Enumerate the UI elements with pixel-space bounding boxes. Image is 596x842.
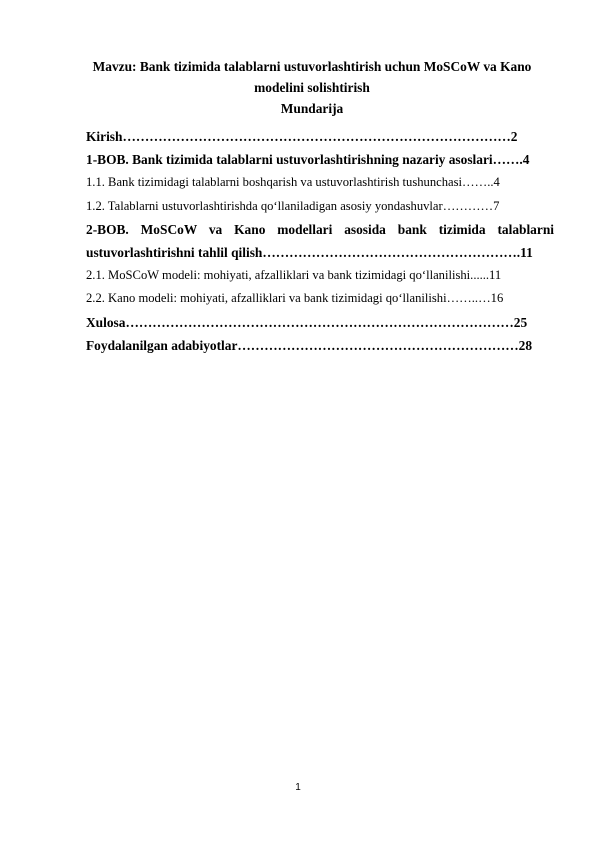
toc-entry-chapter-2-line-1: 2-BOB. MoSCoW va Kano modellari asosida bank tizimida talablarni — [86, 221, 554, 237]
table-of-contents — [86, 125, 554, 357]
toc-entry-section-2-1: 2.1. MoSCoW modeli: mohiyati, afzalliklari va bank tizimidagi qo‘llanilishi......11 — [86, 268, 502, 283]
page-number: 1 — [295, 782, 301, 793]
toc-entry-conclusion: Xulosa……………………………………………………………………………25 — [86, 314, 528, 330]
toc-entry-introduction: Kirish……………………………………………………………………………2 — [86, 129, 518, 144]
toc-entry-section-2-2: 2.2. Kano modeli: mohiyati, afzalliklari va bank tizimidagi qo‘llanilishi……..…16 — [86, 291, 504, 306]
toc-entry-references: Foydalanilgan adabiyotlar………………………………………………………28 — [86, 337, 533, 353]
toc-entry-chapter-1: 1-BOB. Bank tizimida talablarni ustuvorlashtirishning nazariy asoslari…….4 — [86, 152, 530, 168]
toc-entry-section-1-2: 1.2. Talablarni ustuvorlashtirishda qo‘llaniladigan asosiy yondashuvlar…………7 — [86, 198, 500, 213]
contents-heading: Mundarija — [280, 101, 344, 116]
document-title-line-2: modelini solishtirish — [254, 80, 370, 95]
document-title-line-1: Mavzu: Bank tizimida talablarni ustuvorlashtirish uchun MoSCoW va Kano — [92, 59, 532, 74]
toc-entry-section-1-1: 1.1. Bank tizimidagi talablarni boshqarish va ustuvorlashtirish tushunchasi……..4 — [86, 175, 500, 190]
toc-entry-chapter-2-line-2: ustuvorlashtirishni tahlil qilish………………………………………………….11 — [86, 244, 533, 260]
